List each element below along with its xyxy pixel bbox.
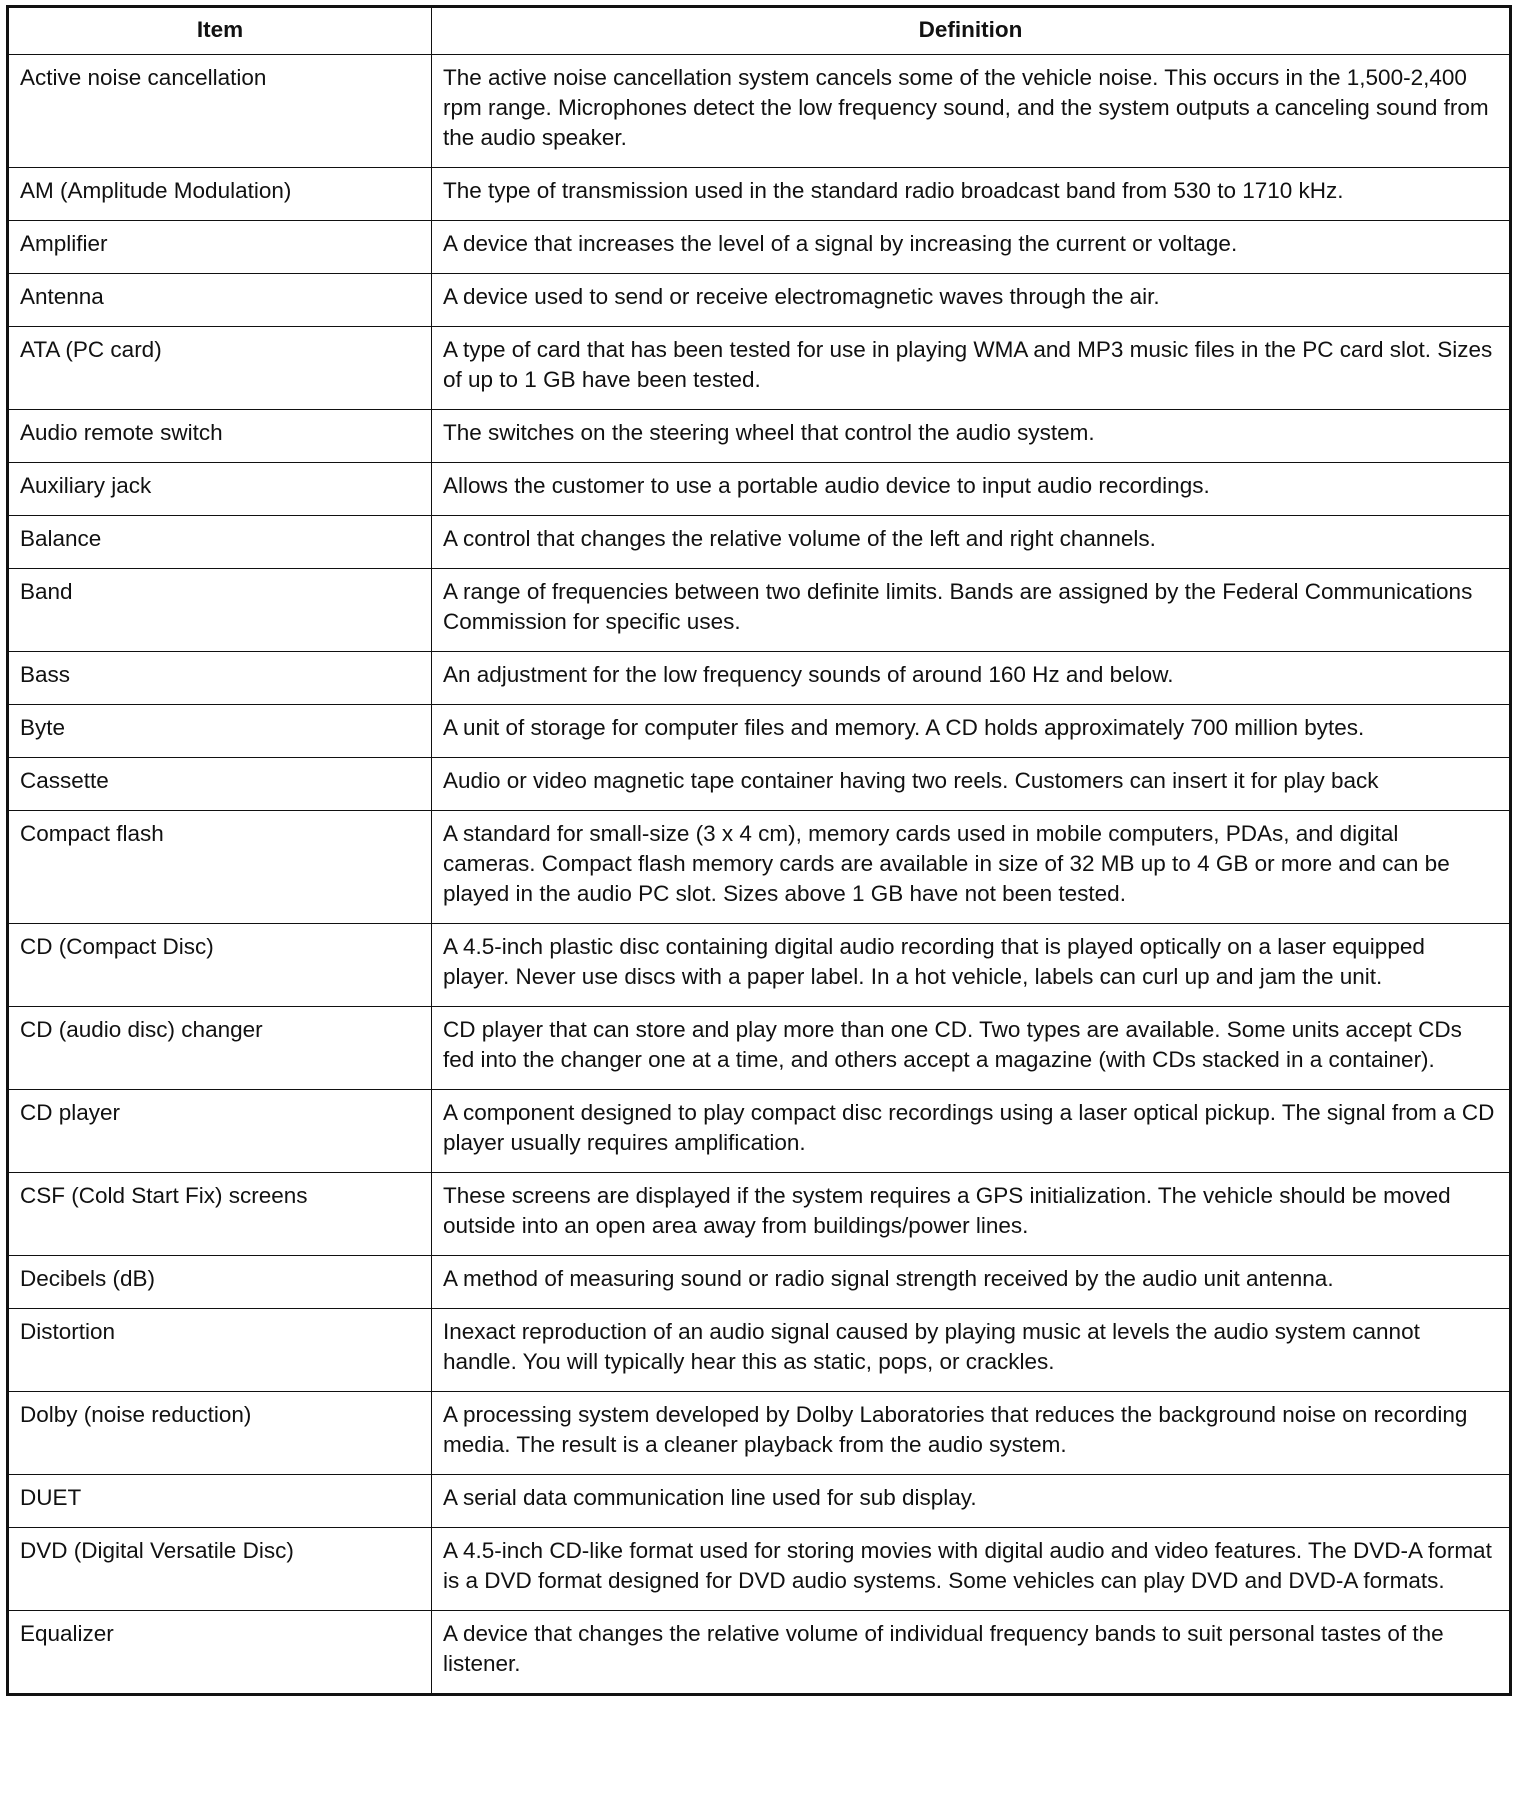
definition-cell: A standard for small-size (3 x 4 cm), memory cards used in mobile computers, PDAs, and digital cameras. Compact flash memory cards are available in size of 32 MB up to 4 GB or more and can be played in the audio PC slot. Sizes above 1 GB have not been tested. <box>432 811 1511 924</box>
item-cell: Equalizer <box>8 1611 432 1695</box>
item-cell: Active noise cancellation <box>8 55 432 168</box>
table-row <box>8 924 1511 1007</box>
definition-cell: Allows the customer to use a portable audio device to input audio recordings. <box>432 463 1511 516</box>
table-row <box>8 463 1511 516</box>
glossary-table <box>6 5 1512 1696</box>
table-row <box>8 1007 1511 1090</box>
definition-cell: A serial data communication line used for sub display. <box>432 1475 1511 1528</box>
item-cell: Dolby (noise reduction) <box>8 1392 432 1475</box>
table-row <box>8 516 1511 569</box>
table-row <box>8 1611 1511 1695</box>
header-row <box>8 7 1511 55</box>
item-cell: Amplifier <box>8 221 432 274</box>
definition-cell: A component designed to play compact disc recordings using a laser optical pickup. The signal from a CD player usually requires amplification. <box>432 1090 1511 1173</box>
definition-cell: A 4.5-inch plastic disc containing digital audio recording that is played optically on a laser equipped player. Never use discs with a paper label. In a hot vehicle, labels can curl up and jam the unit. <box>432 924 1511 1007</box>
definition-cell: CD player that can store and play more than one CD. Two types are available. Some units accept CDs fed into the changer one at a time, and others accept a magazine (with CDs stacked in a container). <box>432 1007 1511 1090</box>
definition-cell: These screens are displayed if the system requires a GPS initialization. The vehicle should be moved outside into an open area away from buildings/power lines. <box>432 1173 1511 1256</box>
definition-cell: A device that changes the relative volume of individual frequency bands to suit personal tastes of the listener. <box>432 1611 1511 1695</box>
table-row <box>8 811 1511 924</box>
table-row <box>8 221 1511 274</box>
table-row <box>8 652 1511 705</box>
item-cell: CD (audio disc) changer <box>8 1007 432 1090</box>
item-cell: Band <box>8 569 432 652</box>
definition-cell: Audio or video magnetic tape container having two reels. Customers can insert it for play back <box>432 758 1511 811</box>
item-cell: Distortion <box>8 1309 432 1392</box>
table-row <box>8 1475 1511 1528</box>
definition-cell: The type of transmission used in the standard radio broadcast band from 530 to 1710 kHz. <box>432 168 1511 221</box>
glossary-table-container <box>6 5 1509 1696</box>
definition-cell: A control that changes the relative volume of the left and right channels. <box>432 516 1511 569</box>
item-cell: Byte <box>8 705 432 758</box>
definition-cell: The active noise cancellation system cancels some of the vehicle noise. This occurs in the 1,500-2,400 rpm range. Microphones detect the low frequency sound, and the system outputs a canceling sound from the audio speaker. <box>432 55 1511 168</box>
item-cell: Antenna <box>8 274 432 327</box>
table-row <box>8 327 1511 410</box>
item-cell: Balance <box>8 516 432 569</box>
definition-cell: The switches on the steering wheel that control the audio system. <box>432 410 1511 463</box>
table-row <box>8 274 1511 327</box>
definition-cell: An adjustment for the low frequency sounds of around 160 Hz and below. <box>432 652 1511 705</box>
item-cell: CD (Compact Disc) <box>8 924 432 1007</box>
item-cell: DUET <box>8 1475 432 1528</box>
definition-cell: A device used to send or receive electromagnetic waves through the air. <box>432 274 1511 327</box>
table-row <box>8 705 1511 758</box>
table-row <box>8 410 1511 463</box>
definition-cell: A processing system developed by Dolby Laboratories that reduces the background noise on recording media. The result is a cleaner playback from the audio system. <box>432 1392 1511 1475</box>
table-row <box>8 1173 1511 1256</box>
definition-cell: A range of frequencies between two definite limits. Bands are assigned by the Federal Communications Commission for specific uses. <box>432 569 1511 652</box>
definition-cell: A method of measuring sound or radio signal strength received by the audio unit antenna. <box>432 1256 1511 1309</box>
table-row <box>8 1256 1511 1309</box>
item-cell: Decibels (dB) <box>8 1256 432 1309</box>
item-cell: CSF (Cold Start Fix) screens <box>8 1173 432 1256</box>
item-cell: DVD (Digital Versatile Disc) <box>8 1528 432 1611</box>
table-row <box>8 168 1511 221</box>
table-row <box>8 1309 1511 1392</box>
definition-cell: Inexact reproduction of an audio signal caused by playing music at levels the audio system cannot handle. You will typically hear this as static, pops, or crackles. <box>432 1309 1511 1392</box>
table-row <box>8 1090 1511 1173</box>
item-cell: CD player <box>8 1090 432 1173</box>
definition-cell: A type of card that has been tested for use in playing WMA and MP3 music files in the PC card slot. Sizes of up to 1 GB have been tested. <box>432 327 1511 410</box>
item-column-header: Item <box>8 7 432 55</box>
table-row <box>8 1528 1511 1611</box>
item-cell: Auxiliary jack <box>8 463 432 516</box>
item-cell: Audio remote switch <box>8 410 432 463</box>
item-cell: Cassette <box>8 758 432 811</box>
definition-cell: A 4.5-inch CD-like format used for storing movies with digital audio and video features. The DVD-A format is a DVD format designed for DVD audio systems. Some vehicles can play DVD and DVD-A formats. <box>432 1528 1511 1611</box>
item-cell: AM (Amplitude Modulation) <box>8 168 432 221</box>
item-cell: Compact flash <box>8 811 432 924</box>
definition-cell: A device that increases the level of a signal by increasing the current or voltage. <box>432 221 1511 274</box>
table-row <box>8 1392 1511 1475</box>
definition-column-header: Definition <box>432 7 1511 55</box>
table-row <box>8 569 1511 652</box>
table-row <box>8 758 1511 811</box>
item-cell: ATA (PC card) <box>8 327 432 410</box>
table-row <box>8 55 1511 168</box>
item-cell: Bass <box>8 652 432 705</box>
definition-cell: A unit of storage for computer files and memory. A CD holds approximately 700 million bytes. <box>432 705 1511 758</box>
